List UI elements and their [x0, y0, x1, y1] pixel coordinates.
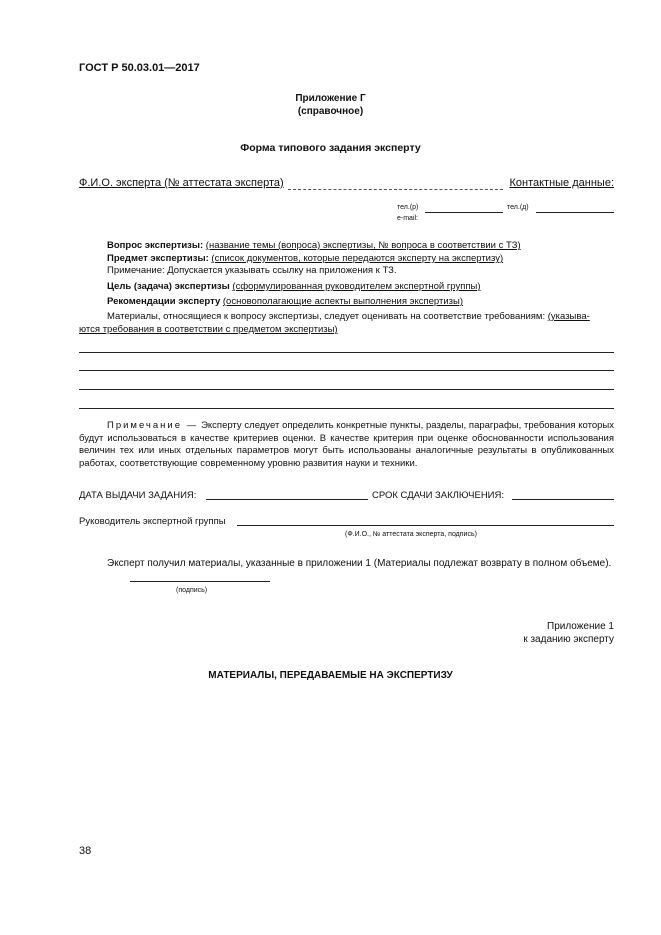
- recommend-value: (основополагающие аспекты выполнения экспертизы): [222, 296, 464, 307]
- materials-title: МАТЕРИАЛЫ, ПЕРЕДАВАЕМЫЕ НА ЭКСПЕРТИЗУ: [208, 670, 453, 681]
- materials-text: Материалы, относящиеся к вопросу экспертизы, следует оценивать на соответствие требованиям:: [107, 311, 546, 322]
- goal-label: Цель (задача) экспертизы: [107, 281, 230, 292]
- email-label: e-mail:: [397, 215, 419, 222]
- appendix-title: Приложение Г: [295, 93, 366, 104]
- answer-line[interactable]: [79, 389, 614, 390]
- group-leader-field[interactable]: [237, 525, 614, 526]
- answer-line[interactable]: [79, 408, 614, 409]
- note-paragraph: [79, 420, 614, 470]
- group-leader-caption: (Ф.И.О., № аттестата эксперта, подпись): [345, 531, 477, 538]
- materials-link-part2: ются требования в соответствии с предметом экспертизы): [79, 324, 338, 335]
- tz-note: Примечание: Допускается указывать ссылку на приложения к ТЗ.: [107, 265, 397, 276]
- note-label: Примечание —: [107, 420, 199, 431]
- appendix-subtitle: (справочное): [297, 106, 364, 117]
- tel-home-label: тел.(д): [507, 204, 529, 211]
- subject-row: [107, 253, 503, 265]
- group-leader-label: Руководитель экспертной группы: [79, 516, 226, 527]
- deadline-field[interactable]: [512, 499, 614, 500]
- page-number: 38: [79, 845, 92, 857]
- question-label: Вопрос экспертизы:: [107, 240, 204, 251]
- materials-requirements: [79, 311, 614, 324]
- expert-signature-field[interactable]: [130, 581, 270, 582]
- subject-value: (список документов, которые передаются эксперту на экспертизу): [211, 253, 504, 264]
- form-title: Форма типового задания эксперту: [240, 142, 421, 154]
- signature-caption: (подпись): [176, 587, 208, 594]
- standard-header: ГОСТ Р 50.03.01—2017: [79, 62, 200, 74]
- goal-value: (сформулированная руководителем экспертной группы): [232, 281, 481, 292]
- question-value: (название темы (вопроса) экспертизы, № вопроса в соответствии с ТЗ): [205, 240, 521, 251]
- goal-row: [107, 281, 481, 293]
- issue-date-label: ДАТА ВЫДАЧИ ЗАДАНИЯ:: [79, 490, 197, 501]
- expert-received-text: Эксперт получил материалы, указанные в приложении 1 (Материалы подлежат возврату в полном объеме).: [107, 558, 612, 569]
- subject-label: Предмет экспертизы:: [107, 253, 209, 264]
- appendix1-heading: [523, 620, 614, 646]
- recommend-row: [107, 296, 463, 308]
- tel-work-label: тел.(р): [397, 204, 419, 211]
- appendix-heading: [0, 92, 661, 118]
- materials-link-part1: (указыва-: [547, 311, 590, 322]
- note-text: Эксперту следует определить конкретные пункты, разделы, параграфы, требования которых будут использоваться в качестве критериев оценки. В качестве критерия при оценке обоснованности использования величин тех или иных отдельных параметров могут быть использованы аналогичные результаты в опубликованных работах, соответствующие современному уровню развития науки и техники.: [79, 420, 614, 469]
- answer-line[interactable]: [79, 352, 614, 353]
- contact-data-label: Контактные данные:: [509, 177, 614, 189]
- question-row: [107, 240, 521, 252]
- tel-home-field[interactable]: [536, 212, 614, 213]
- deadline-label: СРОК СДАЧИ ЗАКЛЮЧЕНИЯ:: [372, 490, 505, 501]
- answer-line[interactable]: [79, 370, 614, 371]
- issue-date-field[interactable]: [206, 499, 368, 500]
- fio-underline: [288, 189, 503, 190]
- expert-fio-label: Ф.И.О. эксперта (№ аттестата эксперта): [79, 177, 284, 189]
- appendix1-title: Приложение 1: [547, 621, 614, 632]
- tel-work-field[interactable]: [425, 212, 503, 213]
- recommend-label: Рекомендации эксперту: [107, 296, 221, 307]
- appendix1-subtitle: к заданию эксперту: [523, 634, 614, 645]
